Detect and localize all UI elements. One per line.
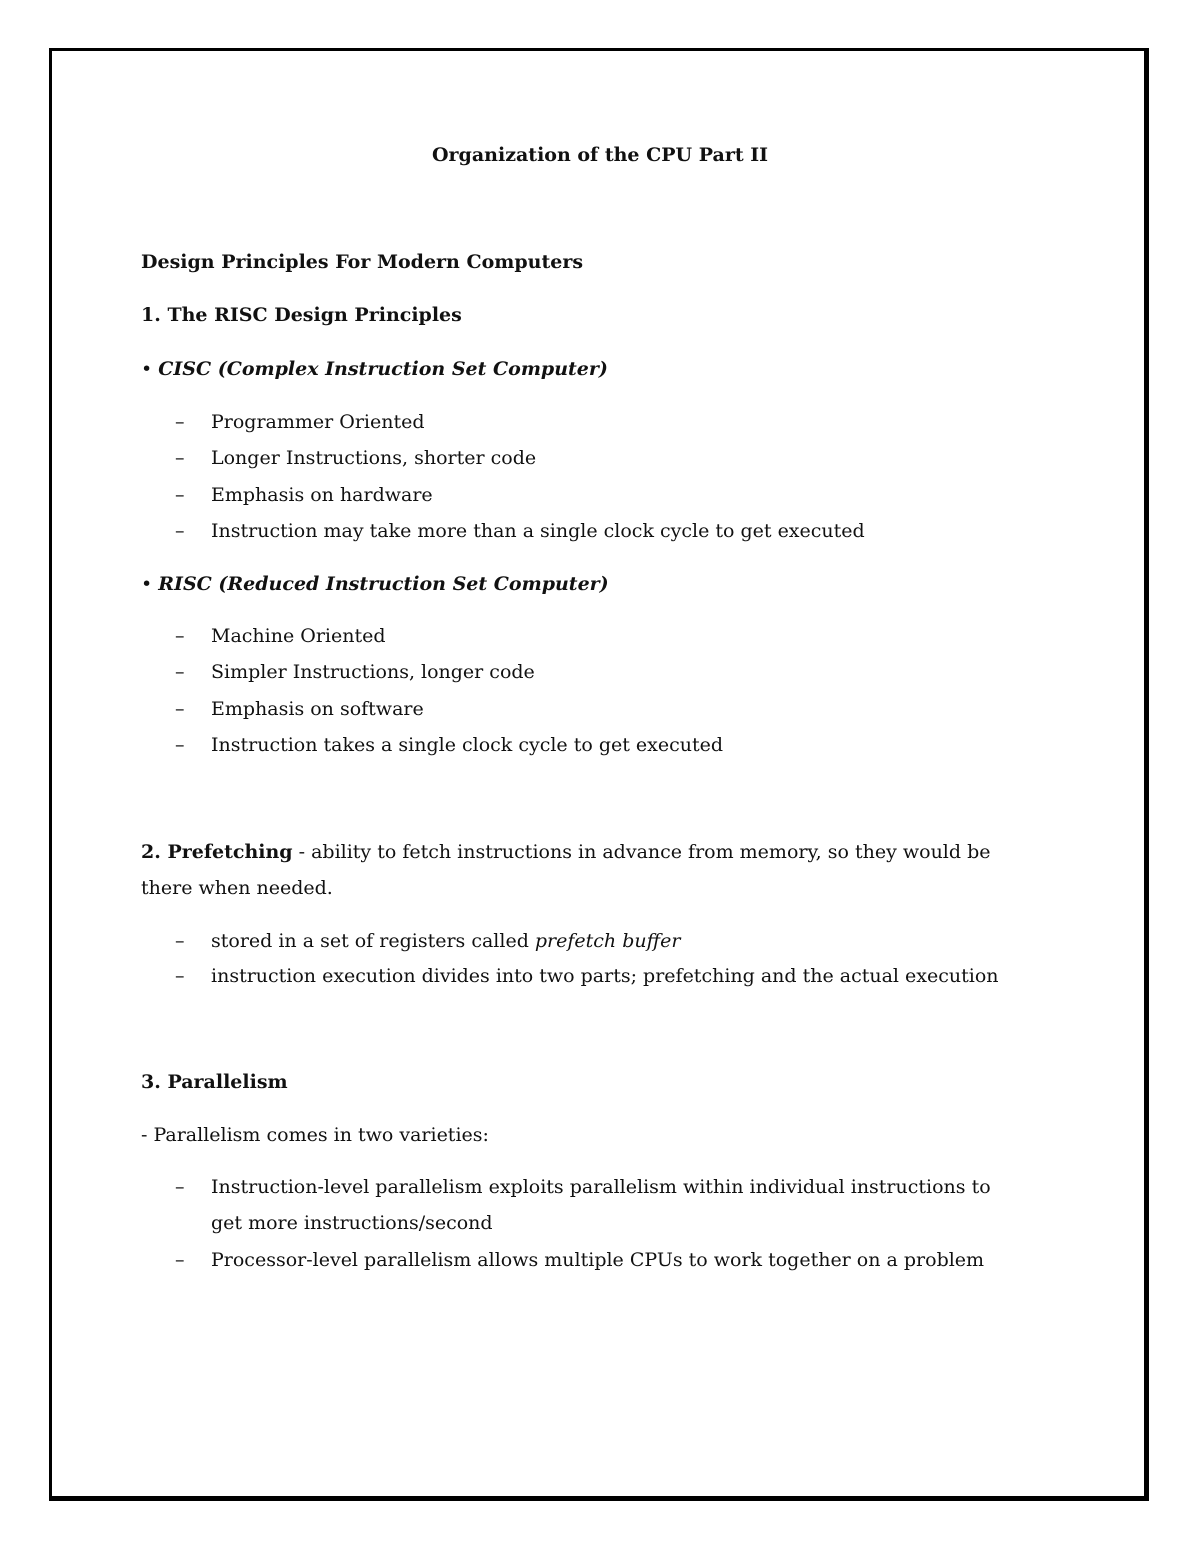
dash-icon: –: [175, 1176, 185, 1198]
section-2-text: - ability to fetch instructions in advance from memory, so they would be: [292, 841, 991, 863]
document-title: Organization of the CPU Part II: [432, 144, 768, 166]
cisc-label: CISC (Complex Instruction Set Computer): [158, 358, 608, 380]
cisc-item: Instruction may take more than a single clock cycle to get executed: [211, 520, 865, 542]
cisc-item: Emphasis on hardware: [211, 484, 433, 506]
dash-icon: –: [175, 661, 185, 683]
bullet-icon: •: [141, 573, 153, 595]
prefetch-item: instruction execution divides into two parts; prefetching and the actual execution: [211, 965, 999, 987]
dash-icon: –: [175, 1249, 185, 1271]
dash-icon: –: [175, 447, 185, 469]
section-2-heading: 2. Prefetching: [141, 841, 293, 863]
prefetch-buffer-term: prefetch buffer: [534, 930, 681, 952]
dash-icon: –: [175, 484, 185, 506]
parallelism-item-continued: get more instructions/second: [211, 1212, 493, 1234]
cisc-heading: [141, 357, 608, 381]
parallelism-item: Processor-level parallelism allows multiple CPUs to work together on a problem: [211, 1249, 985, 1271]
section-3-intro: - Parallelism comes in two varieties:: [141, 1124, 489, 1146]
dash-icon: –: [175, 698, 185, 720]
dash-icon: –: [175, 520, 185, 542]
risc-item: Instruction takes a single clock cycle to get executed: [211, 734, 724, 756]
bullet-icon: •: [141, 358, 153, 380]
prefetch-item-text: stored in a set of registers called: [211, 930, 535, 952]
risc-item: Emphasis on software: [211, 698, 424, 720]
section-3-heading: 3. Parallelism: [141, 1071, 288, 1093]
parallelism-item: Instruction-level parallelism exploits parallelism within individual instructions to: [211, 1176, 991, 1198]
prefetch-item: [211, 929, 680, 953]
risc-label: RISC (Reduced Instruction Set Computer): [158, 573, 609, 595]
dash-icon: –: [175, 930, 185, 952]
cisc-item: Programmer Oriented: [211, 411, 425, 433]
cisc-item: Longer Instructions, shorter code: [211, 447, 537, 469]
dash-icon: –: [175, 625, 185, 647]
risc-item: Simpler Instructions, longer code: [211, 661, 535, 683]
section-1-heading: 1. The RISC Design Principles: [141, 304, 462, 326]
section-2-paragraph: [141, 840, 991, 864]
risc-heading: [141, 572, 609, 596]
dash-icon: –: [175, 965, 185, 987]
dash-icon: –: [175, 734, 185, 756]
section-2-text-continued: there when needed.: [141, 877, 333, 899]
main-heading: Design Principles For Modern Computers: [141, 251, 584, 273]
dash-icon: –: [175, 411, 185, 433]
risc-item: Machine Oriented: [211, 625, 386, 647]
